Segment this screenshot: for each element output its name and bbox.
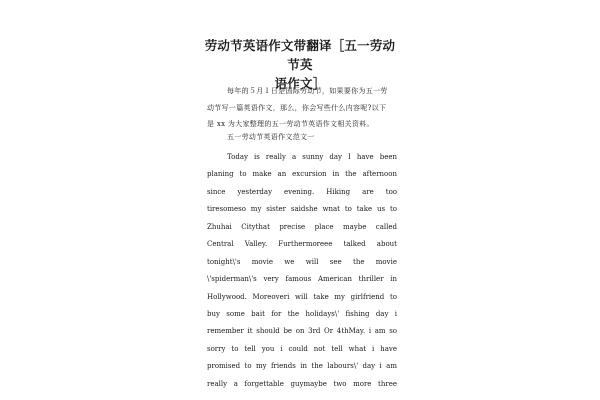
essay-body bbox=[207, 149, 397, 393]
essay-line: Today is really a sunny day I have been bbox=[227, 153, 397, 161]
essay-line: promised to my friends in the labours\' day i am bbox=[207, 362, 397, 371]
essay-line: Hollywood. Moreoveri will take my girlfriend to bbox=[207, 292, 397, 301]
essay-line: since yesterday evening. Hiking are too bbox=[207, 187, 397, 196]
essay-line: tiresomeso my sister saidshe wnat to take us to bbox=[207, 205, 397, 214]
title-line-1: 劳动节英语作文带翻译［五一劳动节英 bbox=[204, 38, 396, 72]
section-heading: 五一劳动节英语作文范文一 bbox=[227, 133, 315, 141]
essay-line: Zhuhai Citythat precise place maybe called bbox=[207, 222, 397, 231]
title-line-2: 语作文］ bbox=[274, 76, 326, 91]
essay-line: remember it should be on 3rd Or 4thMay. i am so bbox=[207, 327, 397, 336]
intro-line-1: 每年的５月１日是国际劳动节，如果要你为五一劳 bbox=[227, 87, 388, 95]
essay-line: buy some bait for the holidays\' fishing day i bbox=[207, 309, 397, 318]
intro-line-2: 动节写一篇英语作文，那么，你会写些什么内容呢?以下 bbox=[207, 103, 387, 112]
intro-line-3: 是 xx 为大家整理的五一劳动节英语作文相关资料。 bbox=[207, 120, 374, 128]
essay-line: planing to make an excursion in the afternoon bbox=[207, 170, 397, 179]
intro-paragraph bbox=[207, 83, 397, 133]
essay-line: tonight\'s movie we will see the movie bbox=[207, 257, 397, 266]
essay-line: really a forgettable guymaybe two more three bbox=[207, 379, 397, 388]
essay-line: Central Valley. Furthermoreee talked about bbox=[207, 240, 397, 249]
essay-line: \'spiderman\'s very famous American thriller in bbox=[207, 275, 397, 284]
essay-line: sorry to tell you i could not tell what i have bbox=[207, 344, 397, 353]
